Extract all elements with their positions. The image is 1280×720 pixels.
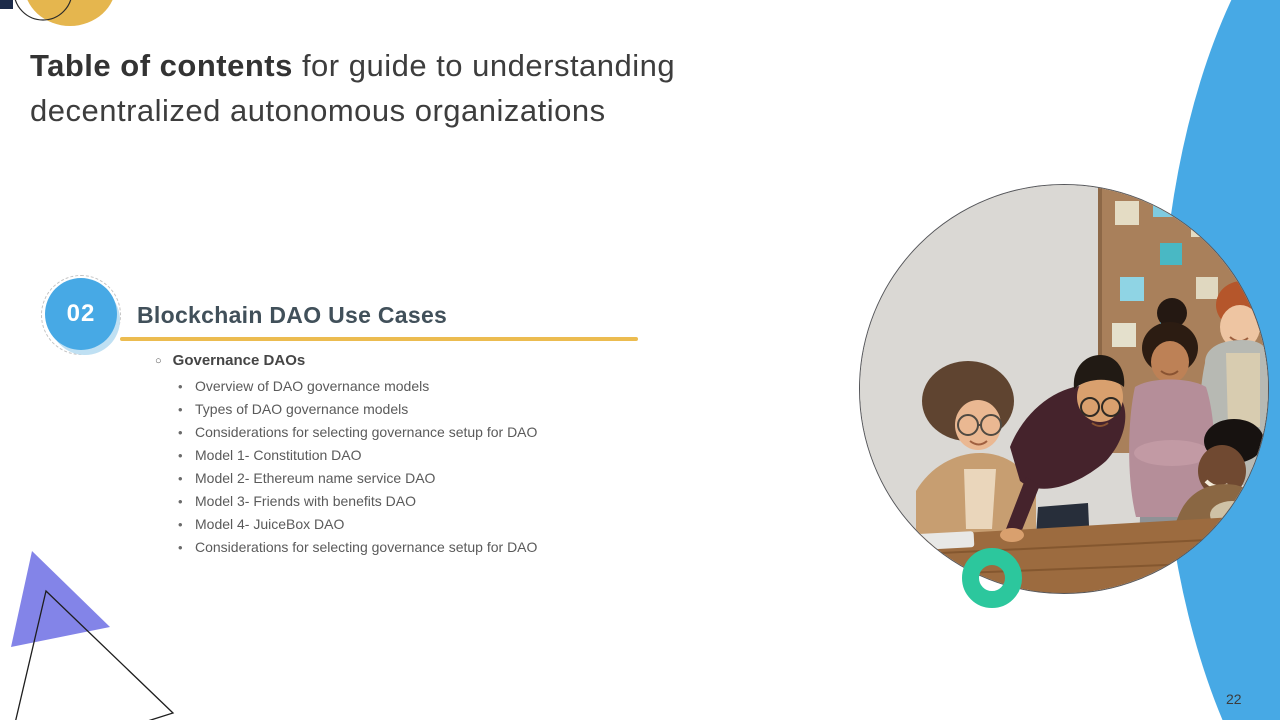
team-photo-illustration (860, 185, 1268, 593)
page-title-bold: Table of contents (30, 47, 293, 83)
toc-item: • Considerations for selecting governance setup for DAO (178, 536, 715, 559)
toc-item: • Model 2- Ethereum name service DAO (178, 467, 715, 490)
toc-item: • Types of DAO governance models (178, 398, 715, 421)
toc-item: • Model 1- Constitution DAO (178, 444, 715, 467)
toc-item: • Model 3- Friends with benefits DAO (178, 490, 715, 513)
section-heading: Blockchain DAO Use Cases (137, 302, 448, 328)
toc-item: • Overview of DAO governance models (178, 375, 715, 398)
toc-items (155, 375, 715, 559)
bottom-left-decor (0, 540, 230, 720)
toc-item: • Model 4- JuiceBox DAO (178, 513, 715, 536)
page-number: 22 (1226, 691, 1242, 707)
circle-bullet-icon: ○ (155, 355, 162, 367)
section-divider (120, 337, 638, 341)
page-title-rest: for guide to understanding decentralized autonomous organizations (30, 47, 676, 128)
team-photo (859, 184, 1269, 594)
navy-corner-icon (0, 0, 13, 9)
page-title (30, 43, 870, 133)
toc-item: • Considerations for selecting governance setup for DAO (178, 421, 715, 444)
section-badge (41, 275, 121, 355)
toc-subheading: Governance DAOs (172, 352, 306, 369)
toc-subheading-row (155, 352, 715, 369)
purple-triangle-icon (11, 551, 110, 647)
section-number: 02 (45, 278, 117, 350)
donut-ring-icon (962, 548, 1022, 608)
outline-half-circle-icon (14, 0, 72, 20)
toc-list (155, 352, 715, 559)
gold-half-circle-icon (24, 0, 116, 26)
outline-triangle-icon (5, 591, 173, 720)
